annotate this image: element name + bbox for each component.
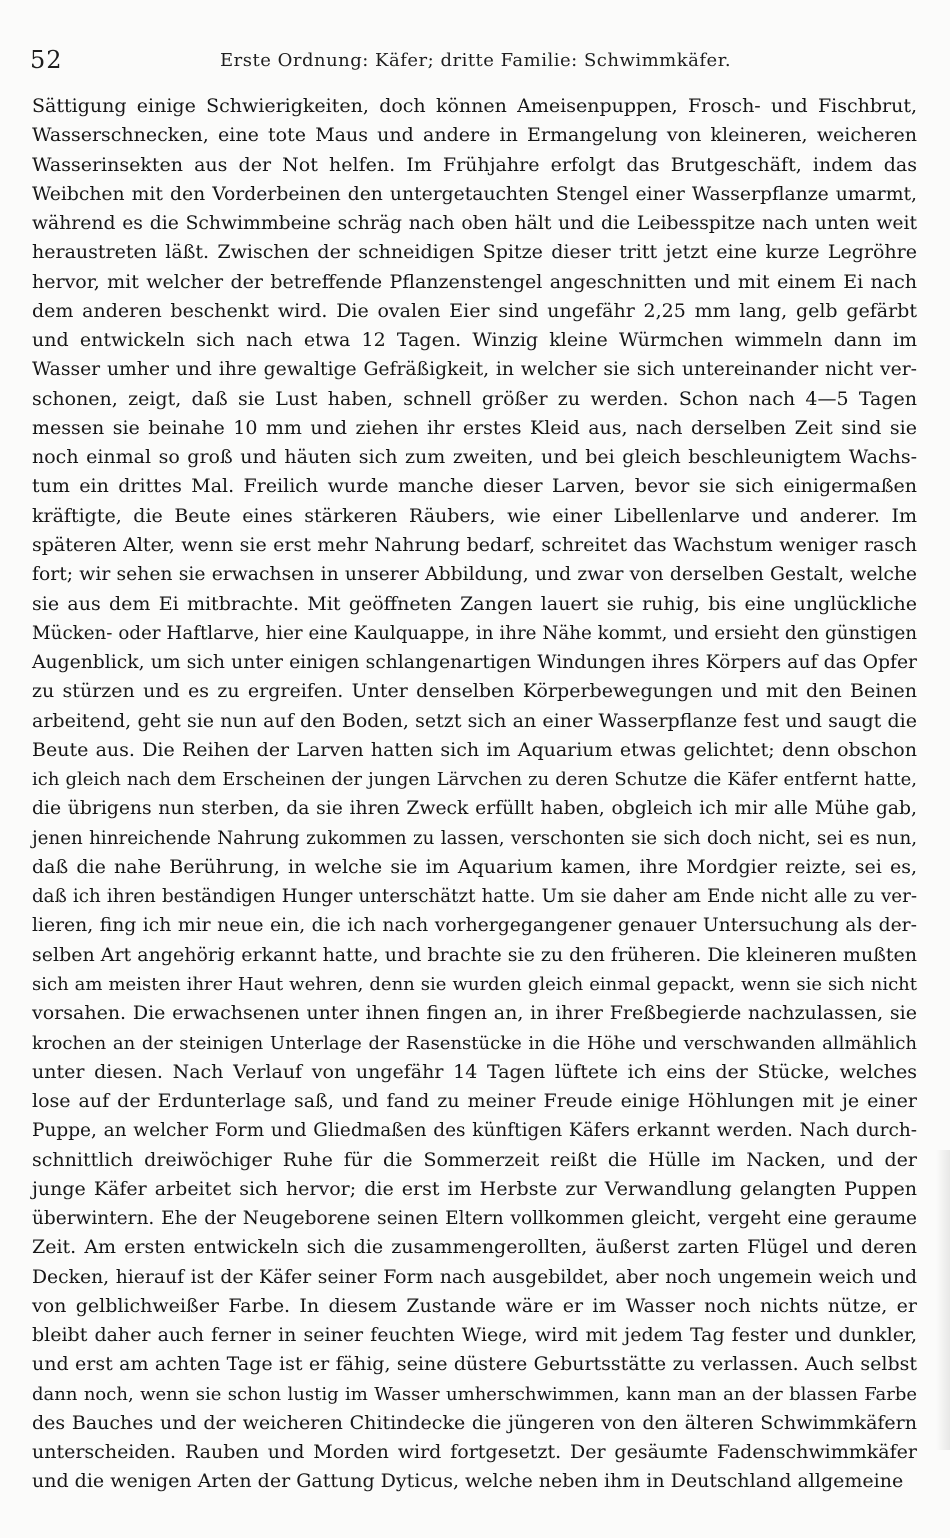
text-line: die übrigens nun sterben, da sie ihren Zweck erfüllt haben, obgleich ich mir alle Mühe gab, [32,798,917,820]
text-line: Decken, hierauf ist der Käfer seiner Form nach ausgebildet, aber noch ungemein weich und [32,1266,917,1288]
text-line: junge Käfer arbeitet sich hervor; die erst im Herbste zur Verwandlung gelangten Puppen [32,1177,917,1200]
text-line: jenen hinreichende Nahrung zukommen zu lassen, verschonten sie sich doch nicht, sei es nun, [32,827,917,849]
text-line: Mücken- oder Haftlarve, hier eine Kaulquappe, in ihre Nähe kommt, und ersieht den günstigen [32,622,917,644]
text-line: Puppe, an welcher Form und Gliedmaßen des künftigen Käfers erkannt werden. Nach durch- [32,1120,917,1142]
text-line: dem anderen beschenkt wird. Die ovalen Eier sind ungefähr 2,25 mm lang, gelb gefärbt [32,299,917,322]
text-line: Sättigung einige Schwierigkeiten, doch können Ameisenpuppen, Frosch- und Fischbrut, [32,95,917,117]
text-line: zu stürzen und es zu ergreifen. Unter denselben Körperbewegungen und mit den Beinen [32,680,917,703]
text-line: Wasserschnecken, eine tote Maus und andere in Ermangelung von kleineren, weicheren [32,124,917,147]
text-line: heraustreten läßt. Zwischen der schneidigen Spitze dieser tritt jetzt eine kurze Legröhre [32,241,917,264]
text-line: kräftigte, die Beute eines stärkeren Räubers, wie einer Libellenlarve und anderer. Im [32,504,917,527]
text-line: fort; wir sehen sie erwachsen in unserer Abbildung, und zwar von derselben Gestalt, welche [32,564,917,586]
text-line: arbeitend, geht sie nun auf den Boden, setzt sich an einer Wasserpflanze fest und saugt die [32,709,917,732]
text-line: schnittlich dreiwöchiger Ruhe für die Sommerzeit reißt die Hülle im Nacken, und der [32,1148,917,1171]
page-number: 52 [30,46,63,74]
text-line: und erst am achten Tage ist er fähig, seine düstere Geburtsstätte zu verlassen. Auch selbst [32,1353,917,1376]
text-line: daß die nahe Berührung, in welche sie im Aquarium kamen, ihre Mordgier reizte, sei es, [32,855,917,878]
body-text [32,92,917,1497]
text-line: von gelblichweißer Farbe. In diesem Zustande wäre er im Wasser noch nichts nütze, er [32,1294,917,1317]
text-line: unter diesen. Nach Verlauf von ungefähr 14 Tagen lüftete ich eins der Stücke, welches [32,1060,917,1083]
text-line: unterscheiden. Rauben und Morden wird fortgesetzt. Der gesäumte Fadenschwimmkäfer [32,1441,917,1464]
text-line: während es die Schwimmbeine schräg nach oben hält und die Leibesspitze nach unten weit [32,213,917,235]
text-line: daß ich ihren beständigen Hunger unterschätzt hatte. Um sie daher am Ende nicht alle zu ver- [32,886,917,908]
text-line: sie aus dem Ei mitbrachte. Mit geöffneten Zangen lauert sie ruhig, bis eine unglückliche [32,592,917,615]
text-line: ich gleich nach dem Erscheinen der jungen Lärvchen zu deren Schutze die Käfer entfernt hatte, [32,769,917,791]
text-line: Zeit. Am ersten entwickeln sich die zusammengerollten, äußerst zarten Flügel und deren [32,1236,917,1259]
text-line: sich am meisten ihrer Haut wehren, denn sie wurden gleich einmal gepackt, wenn sie sich nicht [32,973,917,995]
text-line: Augenblick, um sich unter einigen schlangenartigen Windungen ihres Körpers auf das Opfer [32,652,917,674]
text-line: und entwickeln sich nach etwa 12 Tagen. Winzig kleine Würmchen wimmeln dann im [32,329,917,352]
page-edge-shadow [936,1150,950,1450]
text-line: lieren, fing ich mir neue ein, die ich nach vorhergegangener genauer Untersuchung als der- [32,915,917,937]
text-line: vorsahen. Die erwachsenen unter ihnen fingen an, in ihrer Freßbegierde nachzulassen, sie [32,1002,917,1025]
text-line: krochen an der steinigen Unterlage der Rasenstücke in die Höhe und verschwanden allmählich [32,1032,917,1054]
text-line: hervor, mit welcher der betreffende Pflanzenstengel angeschnitten und mit einem Ei nach [32,270,917,293]
text-line: Wasserinsekten aus der Not helfen. Im Frühjahre erfolgt das Brutgeschäft, indem das [32,153,917,176]
text-line: späteren Alter, wenn sie erst mehr Nahrung bedarf, schreitet das Wachstum weniger rasch [32,533,917,556]
text-line: tum ein drittes Mal. Freilich wurde manche dieser Larven, bevor sie sich einigermaßen [32,475,917,498]
page-header [30,40,920,80]
text-line: Beute aus. Die Reihen der Larven hatten sich im Aquarium etwas gelichtet; denn obschon [32,738,917,761]
text-line: noch einmal so groß und häuten sich zum zweiten, und bei gleich beschleunigtem Wachs- [32,446,917,469]
text-line: Wasser umher und ihre gewaltige Gefräßigkeit, in welcher sie sich untereinander nicht ver- [32,359,917,381]
text-line: und die wenigen Arten der Gattung Dyticus, welche neben ihm in Deutschland allgemeine [32,1470,904,1493]
running-head: Erste Ordnung: Käfer; dritte Familie: Schwimmkäfer. [220,50,732,71]
text-line: selben Art angehörig erkannt hatte, und brachte sie zu den früheren. Die kleineren mußten [32,943,917,966]
text-line: dann noch, wenn sie schon lustig im Wasser umherschwimmen, kann man an der blassen Farbe [32,1383,917,1405]
text-line: überwintern. Ehe der Neugeborene seinen Eltern vollkommen gleicht, vergeht eine geraume [32,1208,917,1230]
text-line: bleibt daher auch ferner in seiner feuchten Wiege, wird mit jedem Tag fester und dunkler, [32,1324,917,1347]
text-line: schonen, zeigt, daß sie Lust haben, schnell größer zu werden. Schon nach 4—5 Tagen [32,387,917,410]
text-line: des Bauches und der weicheren Chitindecke die jüngeren von den älteren Schwimmkäfern [32,1411,917,1434]
text-line: Weibchen mit den Vorderbeinen den untergetauchten Stengel einer Wasserpflanze umarmt, [32,183,917,205]
text-line: lose auf der Erdunterlage saß, und fand zu meiner Freude einige Höhlungen mit je einer [32,1090,917,1113]
text-line: messen sie beinahe 10 mm und ziehen ihr erstes Kleid aus, nach derselben Zeit sind sie [32,416,917,439]
